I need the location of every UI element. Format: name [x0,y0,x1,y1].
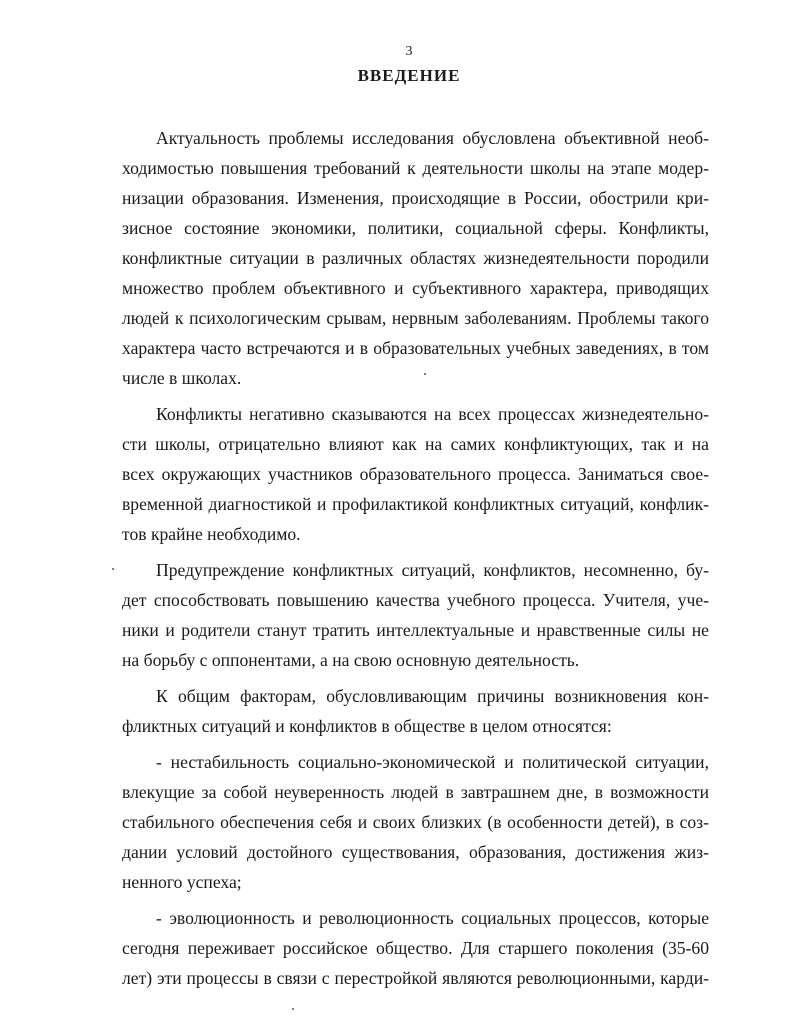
paragraph [122,681,709,741]
paragraph [122,123,709,393]
text-line: сегодня переживает российское общество. Для старшего поколения (35-60 [122,938,709,958]
body-text [122,123,709,993]
scan-speck [292,1008,294,1010]
paragraph [122,399,709,549]
text-line: ходимостью повышения требований к деятельности школы на этапе модер- [122,158,709,178]
text-line: дании условий достойного существования, образования, достижения жиз- [122,842,709,862]
section-title: ВВЕДЕНИЕ [357,66,461,85]
text-line: влекущие за собой неуверенность людей в завтрашнем дне, в возможности [122,782,709,802]
text-line: тов крайне необходимо. [122,524,301,544]
scan-speck [112,568,114,570]
text-line: лет) эти процессы в связи с перестройкой являются революционными, карди- [122,968,709,988]
text-line: множество проблем объективного и субъективного характера, приводящих [122,278,709,298]
text-line: Конфликты негативно сказываются на всех процессах жизнедеятельно- [156,404,709,424]
text-line: К общим факторам, обусловливающим причины возникновения кон- [156,686,709,706]
text-line: Предупреждение конфликтных ситуаций, конфликтов, несомненно, бу- [156,560,709,580]
text-line: сти школы, отрицательно влияют как на самих конфликтующих, так и на [122,434,709,454]
text-line: на борьбу с оппонентами, а на свою основную деятельность. [122,650,580,670]
text-line: характера часто встречаются и в образовательных учебных заведениях, в том [122,338,709,358]
paragraph [122,555,709,675]
list-item [122,747,709,897]
list-item [122,903,709,993]
text-line: временной диагностикой и профилактикой конфликтных ситуаций, конфлик- [122,494,709,514]
text-line: числе в школах. [122,368,242,388]
text-line: ненного успеха; [122,872,242,892]
text-line: дет способствовать повышению качества учебного процесса. Учителя, уче- [122,590,709,610]
text-line: всех окружающих участников образовательного процесса. Заниматься свое- [122,464,709,484]
text-line: Актуальность проблемы исследования обусловлена объективной необ- [156,128,709,148]
text-line: стабильного обеспечения себя и своих близких (в особенности детей), в соз- [122,812,709,832]
text-line: низации образования. Изменения, происходящие в России, обострили кри- [122,188,709,208]
text-line: зисное состояние экономики, политики, социальной сферы. Конфликты, [122,218,709,238]
scan-speck [424,373,426,375]
page-number: 3 [405,44,413,59]
text-line: - нестабильность социально-экономической и политической ситуации, [156,752,709,772]
text-line: - эволюционность и революционность социальных процессов, которые [156,908,709,928]
text-line: ники и родители станут тратить интеллектуальные и нравственные силы не [122,620,709,640]
text-line: фликтных ситуаций и конфликтов в обществе в целом относятся: [122,716,612,736]
text-line: людей к психологическим срывам, нервным заболеваниям. Проблемы такого [122,308,709,328]
text-line: конфликтные ситуации в различных областях жизнедеятельности породили [122,248,709,268]
